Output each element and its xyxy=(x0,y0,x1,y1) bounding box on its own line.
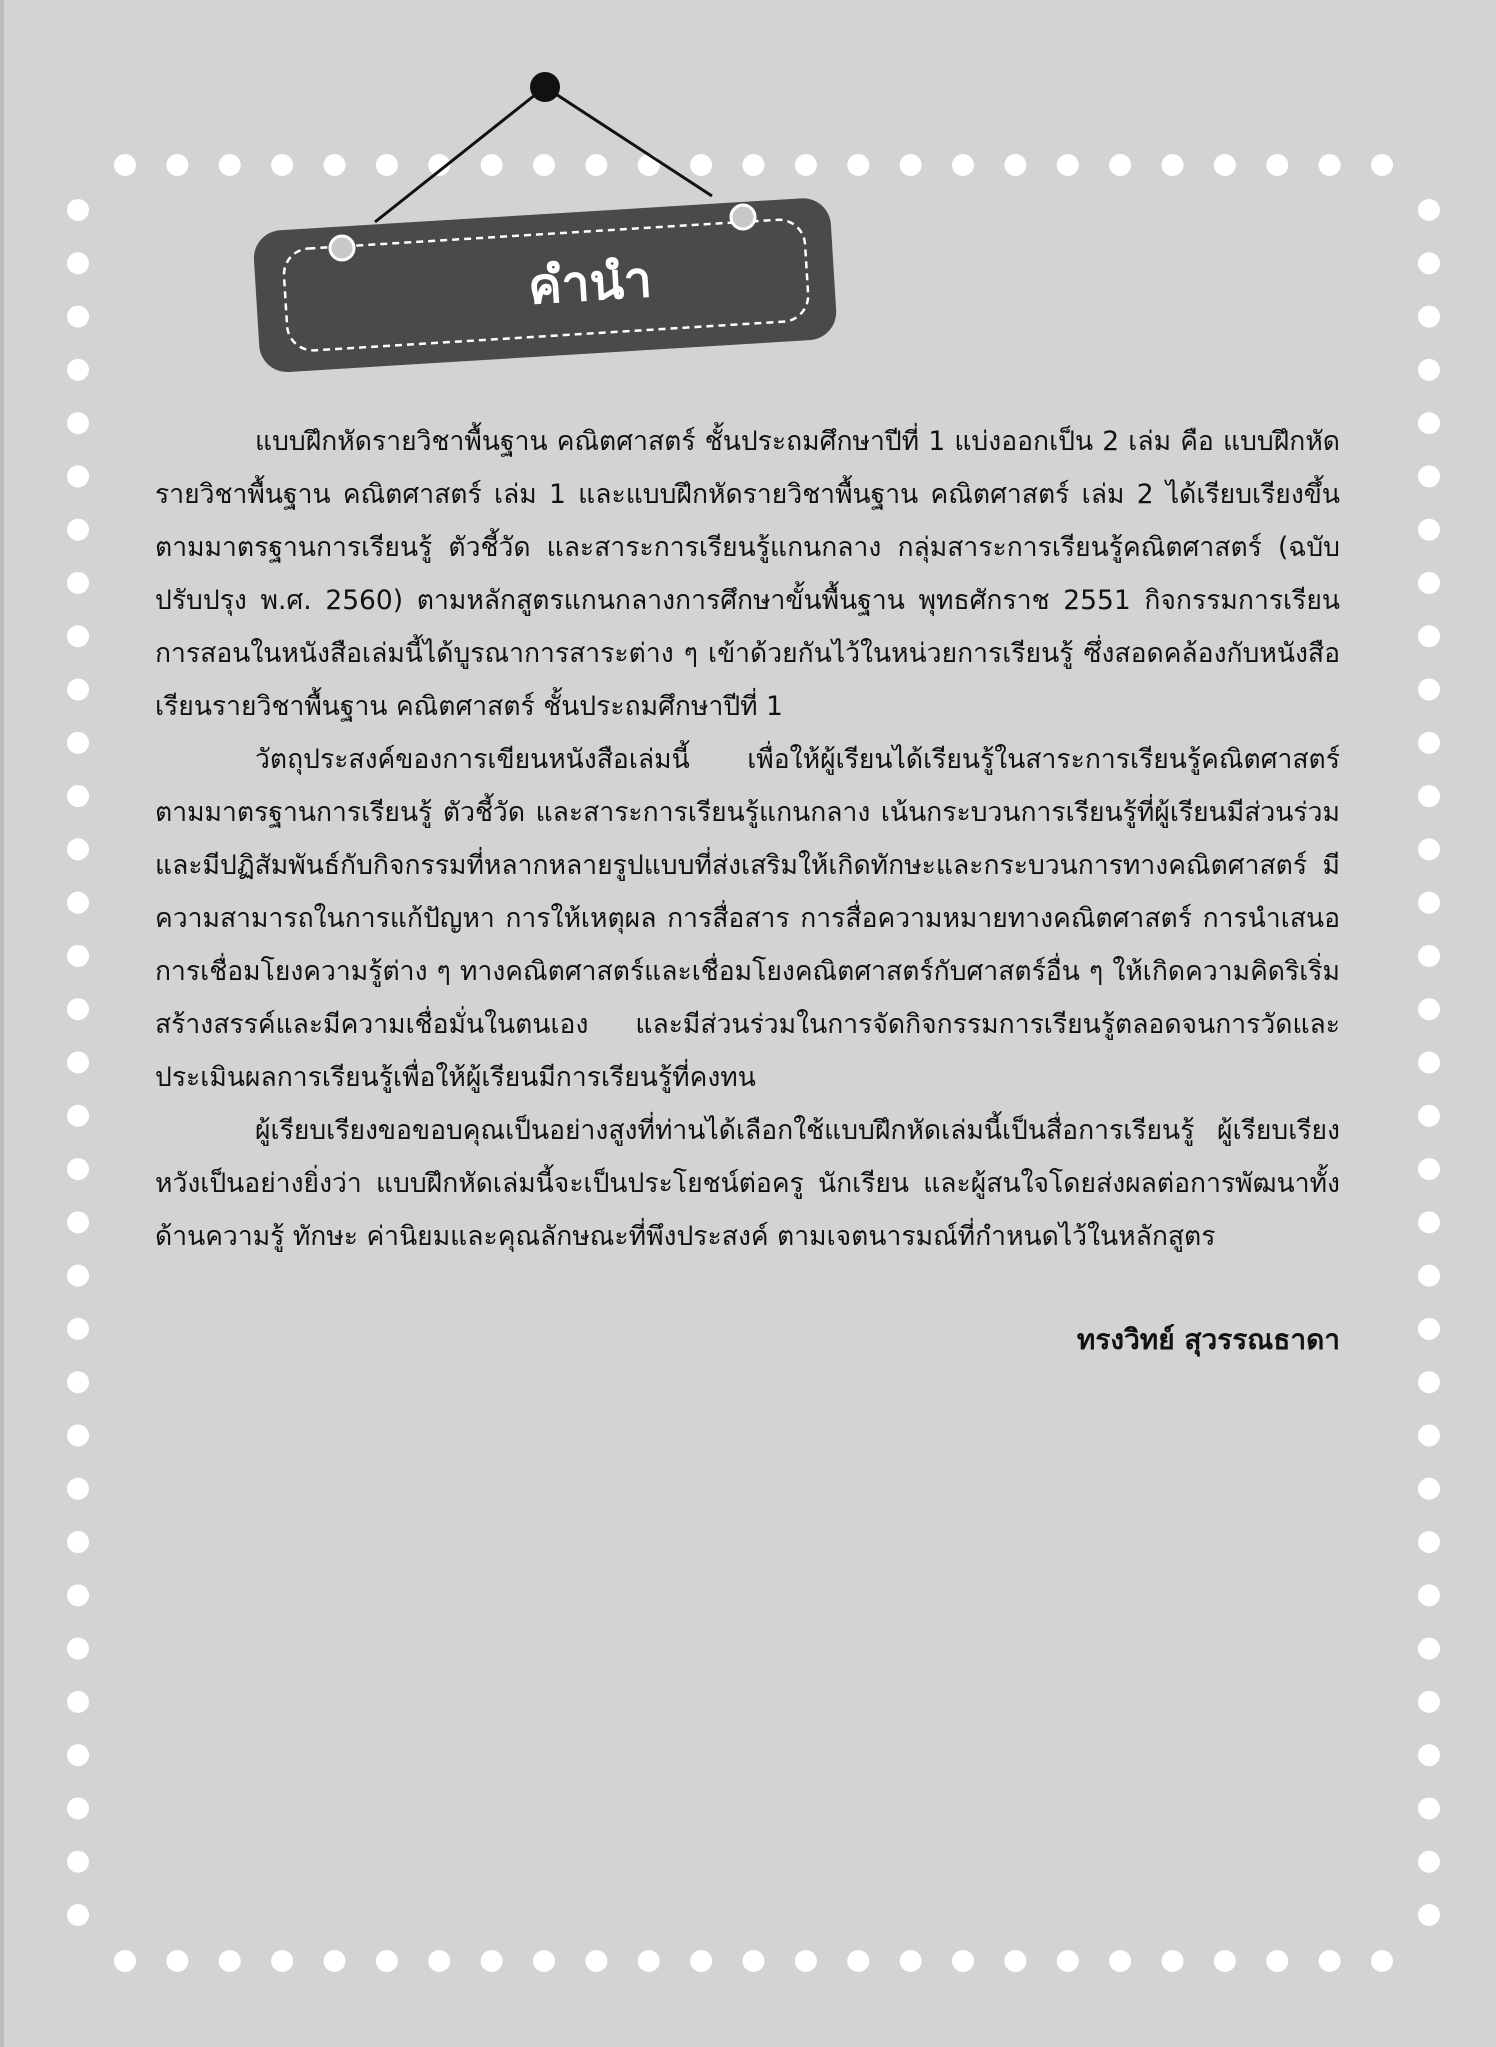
frame-dot-left xyxy=(67,465,89,487)
frame-dot-bottom xyxy=(795,1950,817,1972)
sign-string-right xyxy=(545,87,712,196)
frame-dot-bottom xyxy=(1057,1950,1079,1972)
frame-dot-right xyxy=(1418,1211,1440,1233)
frame-dot-bottom xyxy=(324,1950,346,1972)
frame-dot-bottom xyxy=(1266,1950,1288,1972)
hanging-sign xyxy=(0,0,1496,420)
frame-dot-left xyxy=(67,1371,89,1393)
frame-dot-left xyxy=(67,732,89,754)
frame-dot-right xyxy=(1418,1584,1440,1606)
frame-dot-bottom xyxy=(585,1950,607,1972)
frame-dot-left xyxy=(67,1105,89,1127)
frame-dot-left xyxy=(67,998,89,1020)
frame-dot-bottom xyxy=(743,1950,765,1972)
frame-dot-bottom xyxy=(1214,1950,1236,1972)
preface-body xyxy=(155,415,1340,1263)
frame-dot-left xyxy=(67,1052,89,1074)
frame-dot-bottom xyxy=(428,1950,450,1972)
frame-dot-right xyxy=(1418,1424,1440,1446)
frame-dot-left xyxy=(67,679,89,701)
sign-graphic xyxy=(0,0,1496,420)
frame-dot-right xyxy=(1418,1158,1440,1180)
frame-dot-right xyxy=(1418,1531,1440,1553)
frame-dot-right xyxy=(1418,1478,1440,1500)
frame-dot-bottom xyxy=(271,1950,293,1972)
frame-dot-bottom xyxy=(1319,1950,1341,1972)
frame-dot-bottom xyxy=(114,1950,136,1972)
sign-grommet-left xyxy=(330,236,354,260)
frame-dot-right xyxy=(1418,838,1440,860)
frame-dot-left xyxy=(67,1211,89,1233)
frame-dot-right xyxy=(1418,998,1440,1020)
frame-dot-bottom xyxy=(1162,1950,1184,1972)
frame-dot-right xyxy=(1418,465,1440,487)
frame-dot-bottom xyxy=(1109,1950,1131,1972)
frame-dot-right xyxy=(1418,1638,1440,1660)
frame-dot-left xyxy=(67,1851,89,1873)
frame-dot-left xyxy=(67,1797,89,1819)
frame-dot-bottom xyxy=(952,1950,974,1972)
frame-dot-right xyxy=(1418,785,1440,807)
frame-dot-bottom xyxy=(481,1950,503,1972)
paragraph-2: วัตถุประสงค์ของการเขียนหนังสือเล่มนี้ เพื่อให้ผู้เรียนได้เรียนรู้ในสาระการเรียนรู้คณิตศาสตร์ ตามมาตรฐานการเรียนรู้ ตัวชี้วัด และสาระการเรียนรู้แกนกลาง เน้นกระบวนการเรียนรู้ที่ผู้เรียนมีส่วนร่วม และมีปฏิสัมพันธ์กับกิจกรรมที่หลากหลายรูปแบบที่ส่งเสริมให้เกิดทักษะและกระบวนการทางคณิตศาสตร์ มีความสามารถในการแก้ปัญหา การให้เหตุผล การสื่อสาร การสื่อความหมายทางคณิตศาสตร์ การนำเสนอ การเชื่อมโยงความรู้ต่าง ๆ ทางคณิตศาสตร์และเชื่อมโยงคณิตศาสตร์กับศาสตร์อื่น ๆ ให้เกิดความคิดริเริ่มสร้างสรรค์และมีความเชื่อมั่นในตนเอง และมีส่วนร่วมในการจัดกิจกรรมการเรียนรู้ตลอดจนการวัดและประเมินผลการเรียนรู้เพื่อให้ผู้เรียนมีการเรียนรู้ที่คงทน xyxy=(155,744,1340,1093)
paragraph-3: ผู้เรียบเรียงขอขอบคุณเป็นอย่างสูงที่ท่านได้เลือกใช้แบบฝึกหัดเล่มนี้เป็นสื่อการเรียนรู้ ผู้เรียบเรียงหวังเป็นอย่างยิ่งว่า แบบฝึกหัดเล่มนี้จะเป็นประโยชน์ต่อครู นักเรียน และผู้สนใจโดยส่งผลต่อการพัฒนาทั้งด้านความรู้ ทักษะ ค่านิยมและคุณลักษณะที่พึงประสงค์ ตามเจตนารมณ์ที่กำหนดไว้ในหลักสูตร xyxy=(155,1115,1340,1252)
frame-dot-right xyxy=(1418,732,1440,754)
frame-dot-left xyxy=(67,1318,89,1340)
frame-dot-left xyxy=(67,1478,89,1500)
sign-grommet-right xyxy=(731,205,755,229)
frame-dot-right xyxy=(1418,519,1440,541)
frame-dot-right xyxy=(1418,1318,1440,1340)
frame-dot-left xyxy=(67,519,89,541)
frame-dot-right xyxy=(1418,1265,1440,1287)
frame-dot-right xyxy=(1418,1105,1440,1127)
frame-dot-left xyxy=(67,892,89,914)
frame-dot-right xyxy=(1418,1691,1440,1713)
frame-dot-right xyxy=(1418,1052,1440,1074)
frame-dot-bottom xyxy=(690,1950,712,1972)
frame-dot-right xyxy=(1418,679,1440,701)
author-signature: ทรงวิทย์ สุวรรณธาดา xyxy=(1076,1323,1340,1356)
frame-dot-left xyxy=(67,1691,89,1713)
page-title: คำนำ xyxy=(526,250,654,316)
frame-dot-bottom xyxy=(376,1950,398,1972)
frame-dot-left xyxy=(67,1584,89,1606)
frame-dot-right xyxy=(1418,1851,1440,1873)
frame-dot-left xyxy=(67,785,89,807)
frame-dot-left xyxy=(67,1424,89,1446)
frame-dot-left xyxy=(67,1744,89,1766)
frame-dot-left xyxy=(67,625,89,647)
frame-dot-bottom xyxy=(638,1950,660,1972)
frame-dot-right xyxy=(1418,572,1440,594)
frame-dot-left xyxy=(67,945,89,967)
frame-dot-left xyxy=(67,838,89,860)
frame-dot-right xyxy=(1418,1797,1440,1819)
frame-dot-bottom xyxy=(1004,1950,1026,1972)
frame-dot-bottom xyxy=(533,1950,555,1972)
frame-dot-bottom xyxy=(847,1950,869,1972)
frame-dot-left xyxy=(67,1638,89,1660)
frame-dot-bottom xyxy=(1371,1950,1393,1972)
frame-dot-left xyxy=(67,1904,89,1926)
frame-dot-left xyxy=(67,1265,89,1287)
paragraph-1: แบบฝึกหัดรายวิชาพื้นฐาน คณิตศาสตร์ ชั้นประถมศึกษาปีที่ 1 แบ่งออกเป็น 2 เล่ม คือ แบบฝึกหัดรายวิชาพื้นฐาน คณิตศาสตร์ เล่ม 1 และแบบฝึกหัดรายวิชาพื้นฐาน คณิตศาสตร์ เล่ม 2 ได้เรียบเรียงขึ้นตามมาตรฐานการเรียนรู้ ตัวชี้วัด และสาระการเรียนรู้แกนกลาง กลุ่มสาระการเรียนรู้คณิตศาสตร์ (ฉบับปรับปรุง พ.ศ. 2560) ตามหลักสูตรแกนกลางการศึกษาขั้นพื้นฐาน พุทธศักราช 2551 กิจกรรมการเรียนการสอนในหนังสือเล่มนี้ได้บูรณาการสาระต่าง ๆ เข้าด้วยกันไว้ในหน่วยการเรียนรู้ ซึ่งสอดคล้องกับหนังสือเรียนรายวิชาพื้นฐาน คณิตศาสตร์ ชั้นประถมศึกษาปีที่ 1 xyxy=(155,426,1340,722)
sign-string-left xyxy=(375,87,545,222)
nail-icon xyxy=(530,72,560,102)
frame-dot-left xyxy=(67,572,89,594)
frame-dot-bottom xyxy=(219,1950,241,1972)
frame-dot-left xyxy=(67,1158,89,1180)
frame-dot-left xyxy=(67,1531,89,1553)
frame-dot-bottom xyxy=(900,1950,922,1972)
frame-dot-right xyxy=(1418,945,1440,967)
frame-dot-right xyxy=(1418,1904,1440,1926)
frame-dot-right xyxy=(1418,625,1440,647)
frame-dot-right xyxy=(1418,1744,1440,1766)
frame-dot-right xyxy=(1418,1371,1440,1393)
frame-dot-bottom xyxy=(166,1950,188,1972)
frame-dot-right xyxy=(1418,892,1440,914)
